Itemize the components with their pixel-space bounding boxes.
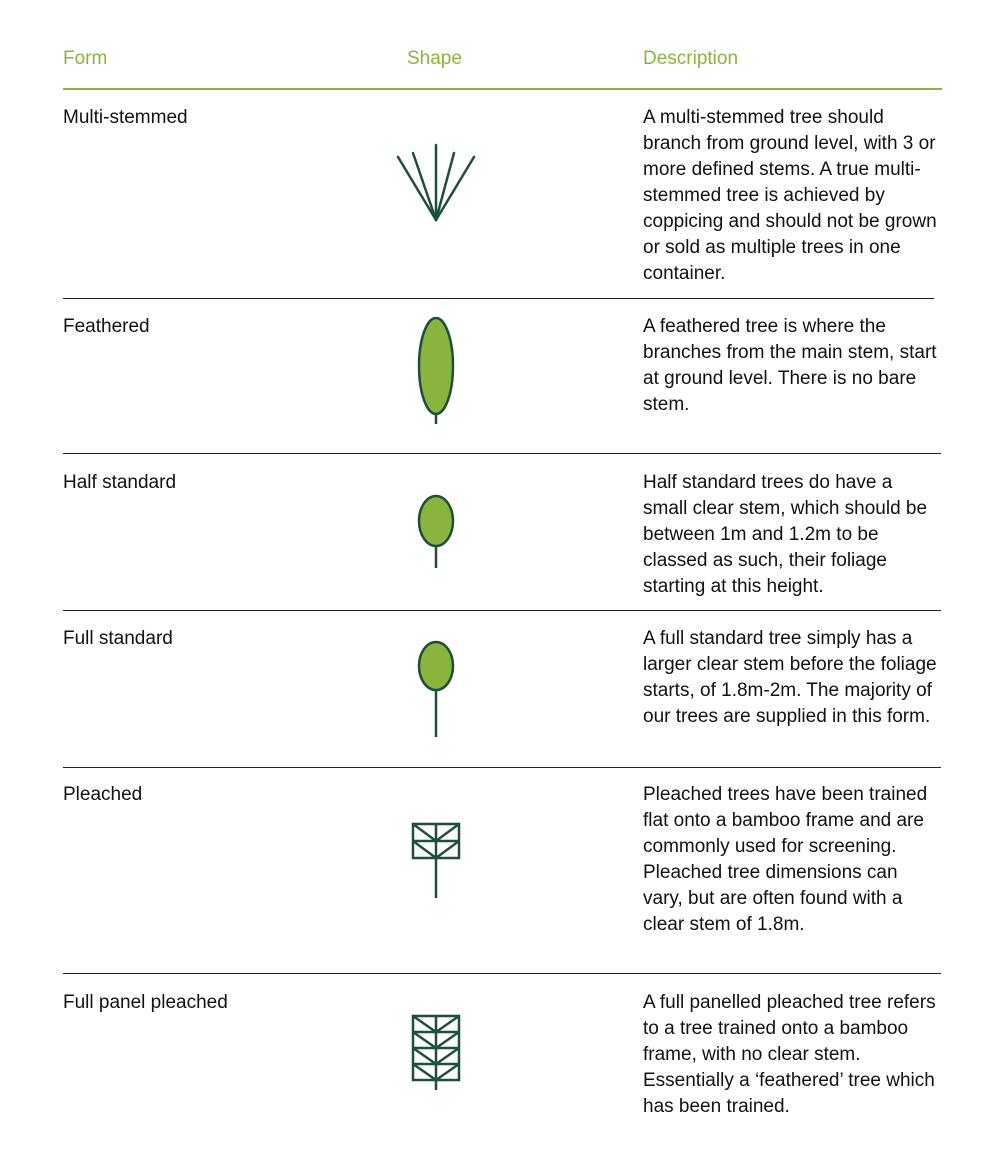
- header-rule: [63, 88, 942, 90]
- table-header: [0, 44, 992, 74]
- header-form: Form: [63, 48, 108, 69]
- form-label: Pleached: [63, 784, 143, 805]
- form-label: Full standard: [63, 628, 173, 649]
- form-label: Feathered: [63, 316, 150, 337]
- description-text: A multi-stemmed tree should branch from ground level, with 3 or more defined stems. A true multi-stemmed tree is achieved by coppicing and should not be grown or sold as multiple trees in one container.: [643, 107, 937, 284]
- row-divider: [63, 610, 941, 611]
- feathered-tree-icon: [414, 316, 458, 426]
- form-label: Half standard: [63, 472, 177, 493]
- description-text: Pleached trees have been trained flat onto a bamboo frame and are commonly used for screening. Pleached tree dimensions can vary, but are often found with a clear stem of 1.8m.: [643, 784, 928, 935]
- row-divider: [63, 298, 934, 299]
- row-divider: [63, 973, 941, 974]
- description-text: Half standard trees do have a small clear stem, which should be between 1m and 1.2m to be classed as such, their foliage starting at this height.: [643, 472, 928, 597]
- description-text: A full panelled pleached tree refers to a tree trained onto a bamboo frame, with no clear stem. Essentially a ‘feathered’ tree which has been trained.: [643, 992, 936, 1117]
- row-divider: [63, 767, 941, 768]
- full-standard-tree-icon: [414, 640, 458, 740]
- header-description: Description: [643, 48, 739, 69]
- multi-stem-tree-icon: [396, 145, 476, 225]
- description-text: A feathered tree is where the branches from the main stem, start at ground level. There is no bare stem.: [643, 316, 937, 415]
- half-standard-tree-icon: [414, 494, 458, 570]
- form-label: Full panel pleached: [63, 992, 228, 1013]
- full-panel-pleached-tree-icon: [410, 1013, 462, 1093]
- pleached-tree-icon: [410, 821, 462, 901]
- form-label: Multi-stemmed: [63, 107, 188, 128]
- description-text: A full standard tree simply has a larger clear stem before the foliage starts, of 1.8m-2m. The majority of our trees are supplied in this form.: [643, 628, 937, 727]
- row-divider: [63, 453, 941, 454]
- header-shape: Shape: [407, 48, 462, 69]
